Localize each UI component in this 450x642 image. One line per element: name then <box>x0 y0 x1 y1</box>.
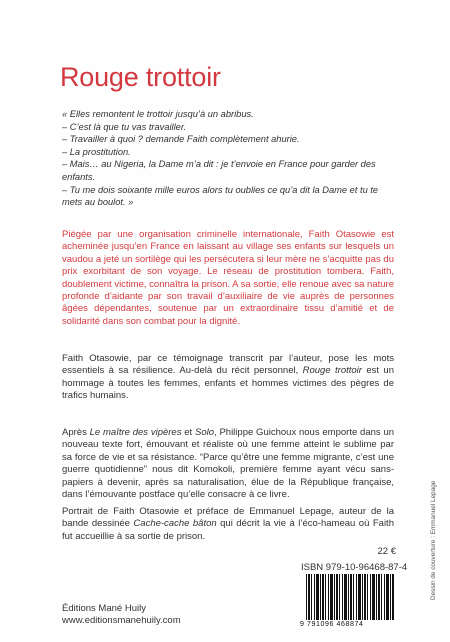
author-paragraph <box>62 427 394 501</box>
text-run: Après <box>62 427 90 438</box>
quote-excerpt <box>62 108 392 209</box>
quote-line: – La prostitution. <box>62 146 131 157</box>
synopsis-paragraph: Piégée par une organisation criminelle internationale, Faith Otasowie est acheminée jusqu’en France en laissant au village ses enfants sur lesquels un vaudou a jeté un sortilège qui les persécutera si leur mère ne s’acquitte pas du prix exorbitant de son voyage. Le réseau de prostitution tombera. Faith, doublement victime, connaîtra la prison. A sa sortie, elle renoue avec sa nature profonde d’aidante par son travail d’auxiliaire de vie auprès de personnes âgées dépendantes, soutenue par un extraordinaire tissu d’amitié et de solidarité dans son combat pour la dignité. <box>62 229 394 327</box>
quote-line: – Travailler à quoi ? demande Faith complètement ahurie. <box>62 134 300 145</box>
book-title-inline: Solo <box>195 427 215 438</box>
quote-line: – Mais… au Nigeria, la Dame m’a dit : je t’envoie en France pour garder des enfants. <box>62 159 376 182</box>
text-run: est un hommage à toutes les femmes, enfants et hommes victimes des pègres de trafics humains. <box>62 365 394 402</box>
barcode-bars-icon <box>306 574 394 620</box>
book-title-inline: Rouge trottoir <box>302 365 362 377</box>
text-run: , Philippe Guichoux nous emporte dans un nouveau texte fort, émouvant et réaliste où une femme atteint le sublime par sa force de vie et sa résistance. “Parce qu’être une femme migrante, c’est une guerre quotidienne” nous dit Komokoli, première femme ayant vécu sans-papiers à devenir, après sa naturalisation, élue de la République française, dans l’émouvante postface qu’elle consacre à ce livre. <box>62 427 395 501</box>
barcode-number: 9 791096 468874 <box>300 621 364 628</box>
book-title: Rouge trottoir <box>60 62 221 92</box>
text-run: Portrait de Faith Otasowie et préface de Emmanuel Lepage, auteur de la bande dessinée <box>62 506 394 530</box>
cover-credit: Dessin de couverture : Emmanuel Lepage <box>430 480 437 600</box>
quote-line: « Elles remontent le trottoir jusqu’à un abribus. <box>62 109 254 119</box>
isbn: ISBN 979-10-96468-87-4 <box>301 562 408 573</box>
text-run: et <box>181 427 195 438</box>
publisher-name: Éditions Mané Huily <box>62 603 146 614</box>
book-title-inline: Le maître des vipères <box>89 427 182 438</box>
publisher-website: www.editionsmanehuily.com <box>62 614 181 626</box>
text-run: qui décrit la vie à l’éco-hameau où Faith fut accueillie à sa sortie de prison. <box>62 518 394 542</box>
text-run: Faith Otasowie, par ce témoignage transcrit par l’auteur, pose les mots essentiels à sa résilience. Au-delà du récit personnel, <box>62 353 394 377</box>
book-title-inline: Cache-cache bâton <box>133 518 217 530</box>
barcode <box>300 574 398 634</box>
preface-paragraph <box>62 506 394 543</box>
testimony-paragraph <box>62 353 394 403</box>
publisher-block <box>62 603 181 626</box>
quote-line: – C’est là que tu vas travailler. <box>62 121 187 132</box>
quote-line: – Tu me dois soixante mille euros alors tu oublies ce qu’a dit la Dame et tu te mets au boulot. » <box>62 184 379 208</box>
price: 22 € <box>377 546 396 557</box>
